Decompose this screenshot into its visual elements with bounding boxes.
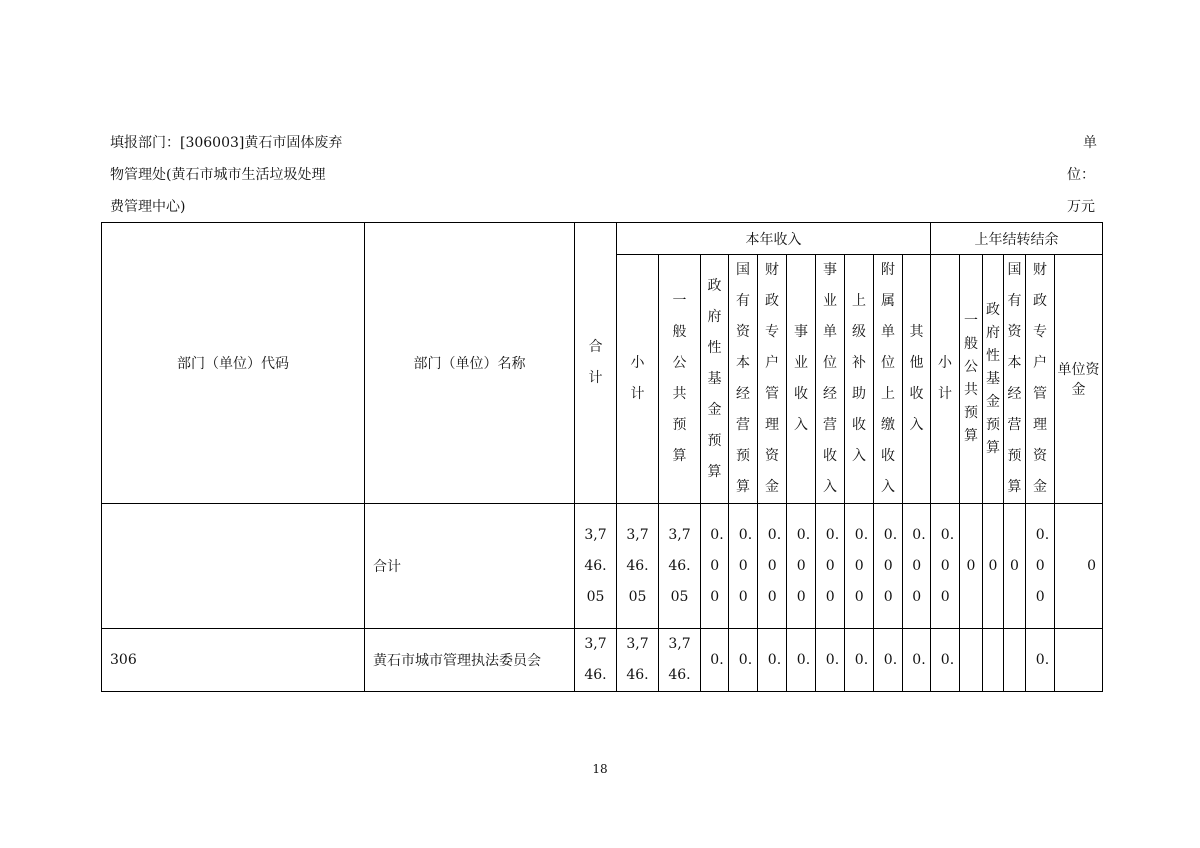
cell-cur-special-account: 0. (758, 629, 787, 692)
header-dept-name: 部门（单位）名称 (365, 223, 575, 504)
header-cur-subtotal: 小计 (617, 255, 659, 504)
header-cur-state-capital: 国有资本经营预算 (729, 255, 758, 504)
cell-cur-special-account: 0.00 (758, 504, 787, 629)
table-row (102, 504, 1103, 629)
header-dept-code: 部门（单位）代码 (102, 223, 365, 504)
header-cur-special-account: 财政专户管理资金 (758, 255, 787, 504)
cell-prev-special-account: 0. (1026, 629, 1055, 692)
row-total: 3,746.05 (575, 504, 617, 629)
cell-cur-general-budget: 3,746. (659, 629, 701, 692)
cell-prev-gov-fund: 0 (983, 504, 1004, 629)
header-cur-other-income: 其他收入 (903, 255, 931, 504)
header-cur-general-budget: 一般公共预算 (659, 255, 701, 504)
cell-prev-general-budget (960, 629, 983, 692)
cell-cur-affiliate-remittance: 0. (874, 629, 903, 692)
header-total: 合计 (575, 223, 617, 504)
page-number: 18 (592, 762, 608, 776)
header-cur-superior-subsidy: 上级补助收入 (845, 255, 874, 504)
cell-cur-career-income: 0.00 (787, 504, 816, 629)
cell-cur-superior-subsidy: 0.00 (845, 504, 874, 629)
cell-prev-state-capital (1004, 629, 1026, 692)
row-code: 306 (102, 629, 365, 692)
filing-dept-line-1: 填报部门：[306003]黄石市固体废弃 (110, 135, 343, 151)
header-prev-state-capital: 国有资本经营预算 (1004, 255, 1026, 504)
header-prior-year-carryover: 上年结转结余 (931, 223, 1103, 255)
cell-prev-unit-funds (1055, 629, 1103, 692)
header-prev-subtotal: 小计 (931, 255, 960, 504)
cell-prev-general-budget: 0 (960, 504, 983, 629)
cell-prev-subtotal: 0. (931, 629, 960, 692)
filing-dept-line-3: 费管理中心) (110, 199, 186, 215)
cell-cur-gov-fund: 0. (701, 629, 729, 692)
header-prev-unit-funds: 单位资金 (1055, 255, 1103, 504)
header-cur-career-income: 事业收入 (787, 255, 816, 504)
header-prev-gov-fund: 政府性基金预算 (983, 255, 1004, 504)
cell-cur-subtotal: 3,746.05 (617, 504, 659, 629)
cell-cur-career-business-income: 0.00 (816, 504, 845, 629)
unit-label-line-3: 万元 (1067, 199, 1095, 215)
row-total: 3,746. (575, 629, 617, 692)
header-prev-general-budget: 一般公共预算 (960, 255, 983, 504)
header-current-year-income: 本年收入 (617, 223, 931, 255)
cell-prev-special-account: 0.00 (1026, 504, 1055, 629)
cell-prev-gov-fund (983, 629, 1004, 692)
cell-cur-other-income: 0.00 (903, 504, 931, 629)
cell-cur-state-capital: 0.00 (729, 504, 758, 629)
row-code (102, 504, 365, 629)
budget-income-table (101, 222, 1103, 692)
cell-cur-general-budget: 3,746.05 (659, 504, 701, 629)
row-name: 合计 (365, 504, 575, 629)
cell-cur-career-business-income: 0. (816, 629, 845, 692)
cell-prev-state-capital: 0 (1004, 504, 1026, 629)
cell-prev-unit-funds: 0 (1055, 504, 1103, 629)
cell-cur-superior-subsidy: 0. (845, 629, 874, 692)
cell-cur-gov-fund: 0.00 (701, 504, 729, 629)
cell-cur-career-income: 0. (787, 629, 816, 692)
header-cur-career-business-income: 事业单位经营收入 (816, 255, 845, 504)
unit-label-line-2: 位： (1067, 167, 1095, 183)
unit-label-line-1: 单 (1083, 135, 1097, 151)
header-cur-affiliate-remittance: 附属单位上缴收入 (874, 255, 903, 504)
filing-dept-line-2: 物管理处(黄石市城市生活垃圾处理 (110, 167, 326, 183)
cell-prev-subtotal: 0.00 (931, 504, 960, 629)
cell-cur-other-income: 0. (903, 629, 931, 692)
table-row (102, 629, 1103, 692)
row-name: 黄石市城市管理执法委员会 (365, 629, 575, 692)
cell-cur-subtotal: 3,746. (617, 629, 659, 692)
cell-cur-affiliate-remittance: 0.00 (874, 504, 903, 629)
header-cur-gov-fund: 政府性基金预算 (701, 255, 729, 504)
cell-cur-state-capital: 0. (729, 629, 758, 692)
header-prev-special-account: 财政专户管理资金 (1026, 255, 1055, 504)
